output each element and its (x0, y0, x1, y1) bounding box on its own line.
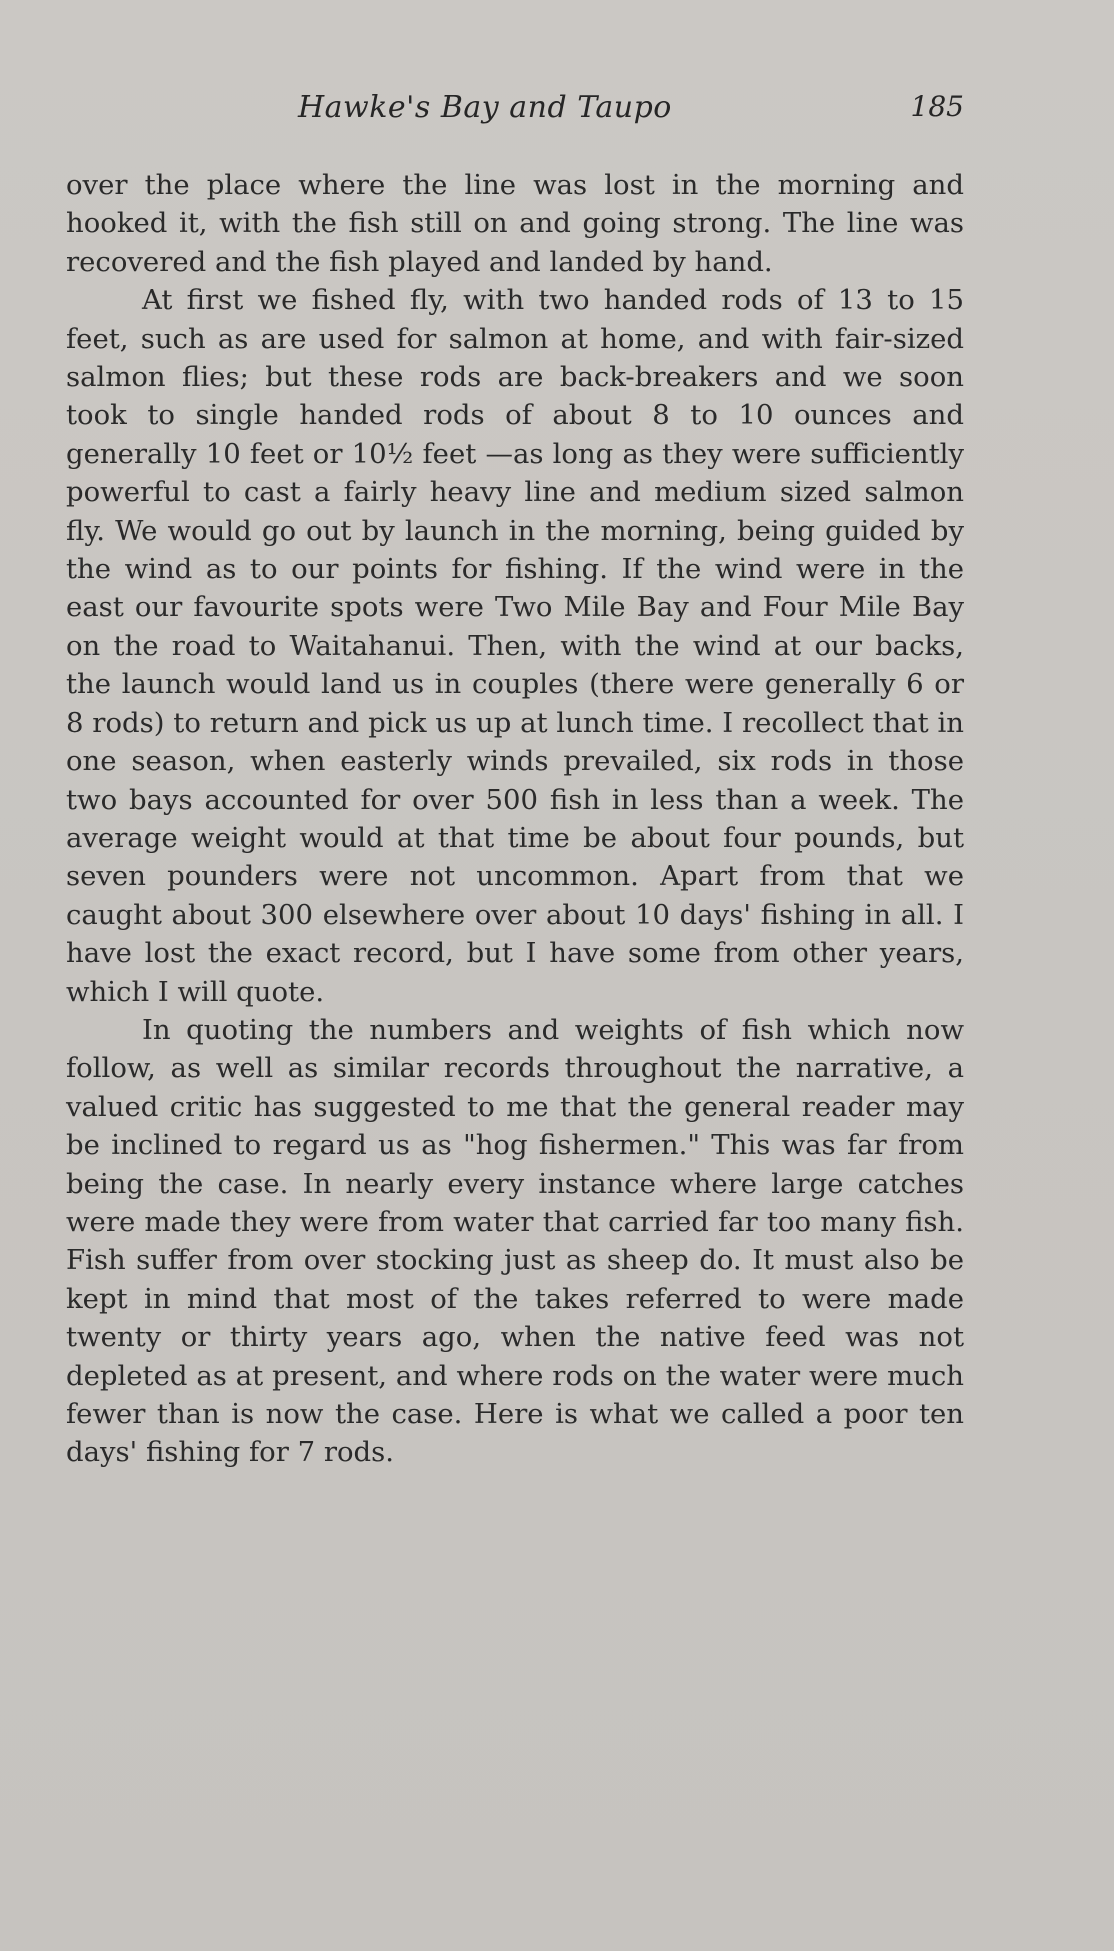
paragraph-fly-fishing: At first we fished fly, with two handed rods of 13 to 15 feet, such as are used for salmon at home, and with fair-sized salmon flies; but these rods are back-breakers and we soon took to single handed rods of about 8 to 10 ounces and generally 10 feet or 10½ feet —as long as they were sufficiently powerful to cast a fairly heavy line and medium sized salmon fly. We would go out by launch in the morning, being guided by the wind as to our points for fishing. If the wind were in the east our favourite spots were Two Mile Bay and Four Mile Bay on the road to Waitahanui. Then, with the wind at our backs, the launch would land us in couples (there were generally 6 or 8 rods) to return and pick us up at lunch time. I recollect that in one season, when easterly winds prevailed, six rods in those two bays accounted for over 500 fish in less than a week. The average weight would at that time be about four pounds, but seven pounders were not uncommon. Apart from that we caught about 300 elsewhere over about 10 days' fishing in all. I have lost the exact record, but I have some from other years, which I will quote. (66, 284, 964, 1008)
paragraph-continuation: over the place where the line was lost in the morning and hooked it, with the fish still on and going strong. The line was recovered and the fish played and landed by hand. (66, 169, 964, 278)
body-text (66, 166, 964, 1472)
paragraph-records: In quoting the numbers and weights of fish which now follow, as well as similar records throughout the narrative, a valued critic has suggested to me that the general reader may be inclined to regard us as "hog fishermen." This was far from being the case. In nearly every instance where large catches were made they were from water that carried far too many fish. Fish suffer from over stocking just as sheep do. It must also be kept in mind that most of the takes referred to were made twenty or thirty years ago, when the native feed was not depleted as at present, and where rods on the water were much fewer than is now the case. Here is what we called a poor ten days' fishing for 7 rods. (66, 1013, 964, 1469)
running-head: Hawke's Bay and Taupo (298, 90, 672, 125)
page-header (66, 90, 964, 140)
page-number: 185 (910, 90, 964, 123)
